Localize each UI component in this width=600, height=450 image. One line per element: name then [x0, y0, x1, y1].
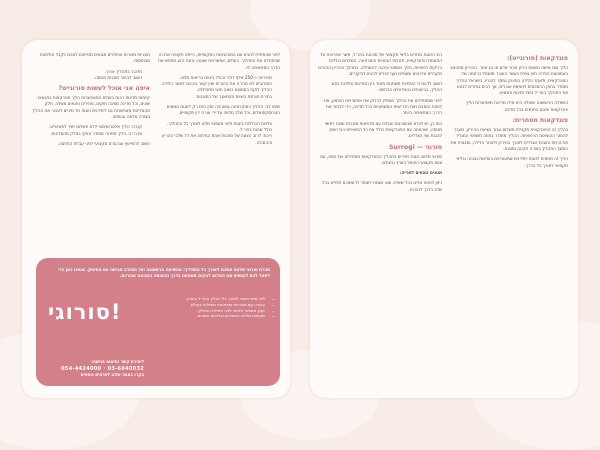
- section-heading: פונדקאות (סורוגייט):: [506, 55, 568, 62]
- paragraph: תוכניות מוכרות וטיפולים מגוונים מסייעים לזוגים לקבל החלטות מבוססות.: [39, 52, 150, 64]
- promo-title: סורוגי!: [48, 300, 122, 324]
- section-heading: סורוגי — Surrogi: [388, 143, 442, 151]
- paragraph: חשוב להתייעץ עם גורם מקצועי לפני קבלת החלטה.: [57, 140, 150, 146]
- section-heading: פונדקאות מסחרית:: [512, 117, 568, 125]
- promo-list: [132, 296, 272, 319]
- page-left: [22, 40, 290, 398]
- list-item: • חשוב לבחור סוכנות מנוסה.: [30, 75, 142, 81]
- paragraph: תנאים נוספים לפנייה:: [399, 170, 442, 176]
- paragraph: הליך שבו אישה נושאת הריון עבור אדם או זוג אחר. ההיריון מתבצע באמצעות הפריה חוץ גופית כאשר העובר מושתל ברחמה של הפונדקאית, ולאחר הלידה התינוק נמסר להוריו. בישראל ההליך מוסדר בחוק ההסכמים לנשיאת עוברים, אך רבים בוחרים לבצע את התהליך בחו״ל בשל זמינות ותנאים.: [450, 65, 568, 96]
- paragraph: סורוגי מלווה זוגות ויחידים בתהליך הפונדקאות מתחילתו ועד סופו, עם צוות מקצועי הפועל בארץ ובעולם.: [320, 153, 442, 165]
- site-note: בקרו באתר שלנו לפרטים נוספים: [80, 371, 144, 377]
- page-right: [310, 40, 578, 398]
- bullet-list: [158, 121, 280, 146]
- list-item: • בחירת תורמת ביציות מהמאגר של הסוכנות.: [158, 94, 272, 100]
- list-item: • ריכוז: לרוב הצעה של סוכנות אחת המלווה את כל שלבי ההריון וההובלה.: [158, 133, 272, 146]
- list-item: • מדובר בתהליך ארוך.: [30, 69, 142, 75]
- list-item: • שקיפות מלאה במחירים ובלוחות הזמנים.: [132, 313, 265, 319]
- paragraph: רוב הזוגות בוחרים בליווי מקצועי של סוכנות בחו״ל, אשר אחראית על התאמת הפונדקאית, תורמת הביציות והמרפאה. השלבים כוללים בדיקות רפואיות, הליך משפטי והכנה להשתלה. במהלך ההיריון ההורים מקבלים עדכונים שוטפים ואף יכולים להגיע לביקורים.: [318, 52, 442, 76]
- paragraph: חשוב לדעת כי העלויות משתנות מאוד בין המדינות ותלויות בסוג ההליך, בביטוחים ובשירותים הנלווים.: [331, 81, 442, 93]
- list-item: • ארה״ב: הליך מסחרי מוסדר וחוקי בחלק מהמדינות.: [30, 131, 142, 137]
- promo-box: [36, 258, 280, 386]
- paragraph: שימו לב: ההליך באוקראינה וגאורגיה זמין כיום רק לזוגות נשואים הטרוסקסואלים, וכל שלב מלווה על ידי עורכי דין מקומיים.: [166, 104, 280, 116]
- paragraph: כמו כן, יש לוודא שהסוכנות עובדת עם מרפאות מוכרות וצוות רפואי מנוסה, ושהחוזה עם הפונדקאית כולל את כל הסעיפים הנדרשים להגנת שני הצדדים.: [324, 120, 442, 139]
- paragraph: בהליך זה הפונדקאית מקבלת תשלום עבור נשיאת ההיריון, מעבר להחזר ההוצאות הרפואיות. ההליך מוסדר בחוזה משפטי המגדיר את זכויות וחובות הצדדים לאורך ההיריון ולאחר הלידה, ומבטיח את המשך התהליך בצורה תקינה ומוגנת.: [450, 127, 568, 151]
- paragraph: לפני שמתחילים את ההליך מומלץ לבדוק את אפשרויות המימון, את לוחות הזמנים ואת הדרישות המשפטיות בכל מדינה, כדי לבחור את הדרך המתאימה ביותר.: [324, 97, 442, 116]
- list-item: • ההליך לוקח בממוצע כשנה וחצי מתחילתו.: [158, 87, 272, 93]
- list-item: • קנדה: הליך אלטרואיסטי ללא תשלום ישיר לסורוגייט.: [30, 124, 142, 130]
- list-item: • עלויות הכוללות ביטוח וליווי משפטי מלא לאורך כל התהליך, כולל שהות בחו״ל.: [158, 121, 272, 134]
- promo-contact: [52, 359, 144, 378]
- paragraph: ניתן לפנות אלינו בכל שאלה ואנו נשמח לעמוד לרשותכם ולסייע בכל שלב בדרך להורות.: [322, 180, 442, 192]
- paragraph: השאלה הראשונה שעולה היא אילו מדינות מאפשרות הליך פונדקאות ומהם התנאים בכל מדינה.: [465, 100, 568, 112]
- promo-intro: חברת סורוגי מלווה אתכם לאורך כל התהליך: מהשיחה הראשונה ועד החזרה הביתה עם התינוק. אנחנו כאן כדי לעזור לכם להגשים את החלום להקים משפחה בדרך הבטוחה והנכונה עבורכם.: [58, 267, 270, 279]
- paragraph: הליך זה מתאים לזוגות ויחידנים שמעוניינים בוודאות גבוהה ובליווי מקצועי לאורך כל הדרך.: [455, 156, 568, 168]
- right-page-column-right: [450, 52, 568, 388]
- section-heading: איפה אני אוכל לעשות סורוגייט?: [58, 85, 150, 93]
- bullet-list: [30, 124, 150, 137]
- contact-label: ליצירת קשר ותיאום פגישה:: [91, 359, 144, 365]
- bullet-list: [158, 75, 280, 100]
- contact-phone[interactable]: 03-6040032 · 054-4424000: [61, 365, 144, 372]
- list-item: • ייעוץ משפטי ורפואי לפני תחילת התהליך.: [132, 308, 265, 314]
- bullet-list: [30, 69, 150, 82]
- list-item: • ליווי אישי וצמוד לאורך כל ההליך בחו״ל ובארץ.: [132, 296, 265, 302]
- right-page-column-left: [318, 52, 442, 388]
- paragraph: לפני שהתחילו להגיע עם הסורוגיטות המקומיות, הייתה תקופה ארוכה שהתחלנו את התהליך. בעולם, אפשרויות שונות, וכעת הזוג מחפש את הדרך המתאימה לו.: [158, 52, 280, 70]
- list-item: • מחירים: כ-250 אלף דולר וכולל ביטוח בריאות מלא.: [158, 75, 272, 81]
- list-item: • הסורוגייט לא מכירה את ההורים ואין קשר ביניהם לאחר הלידה.: [158, 81, 272, 87]
- list-item: • עבודה עם סוכנויות ומרפאות מובילות בעולם.: [132, 302, 265, 308]
- paragraph: קיימות מדינות רבות בעולם המאפשרות הליך פונדקאות בתנאים שונים, וכל מדינה מציגה חוקים, מחירים ותנאים משלה. חלק מהמדינות מאפשרות גם ליחידנים וזוגות חד מיניים לעבור את ההליך בצורה מלאה ובטוחה.: [32, 95, 150, 120]
